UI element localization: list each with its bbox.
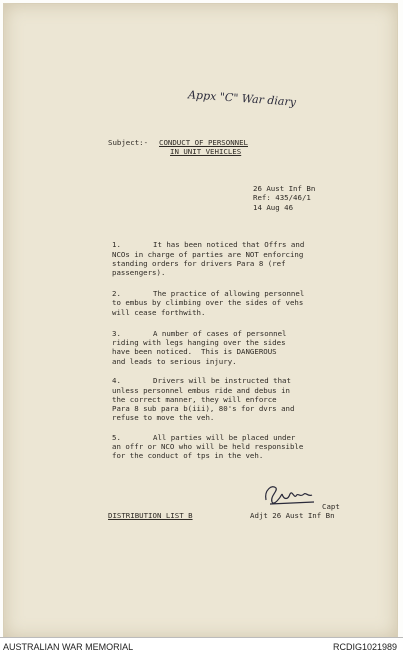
signatory-rank: Capt <box>322 502 340 511</box>
para-line: and leads to serious injury. <box>112 357 237 366</box>
unit-heading: 26 Aust Inf Bn <box>253 184 316 193</box>
archive-footer <box>0 637 403 655</box>
para-line: passengers). <box>112 268 166 277</box>
para-line: the correct manner, they will enforce <box>112 395 277 404</box>
para-number: 4. <box>112 376 121 385</box>
para-line: for the conduct of tps in the veh. <box>112 451 264 460</box>
para-line: an offr or NCO who will be held responsible <box>112 442 304 451</box>
footer-id: RCDIG1021989 <box>332 642 397 652</box>
subject-label: Subject:- <box>108 138 149 147</box>
signatory-appointment: Adjt 26 Aust Inf Bn <box>250 511 335 520</box>
document-date: 14 Aug 46 <box>253 203 294 212</box>
para-line: Para 8 sub para b(iii), 80's for dvrs and <box>112 404 295 413</box>
para-line: to embus by climbing over the sides of vehs <box>112 298 304 307</box>
para-line: The practice of allowing personnel <box>153 289 305 298</box>
para-line: A number of cases of personnel <box>153 329 287 338</box>
para-line: standing orders for drivers Para 8 (ref <box>112 259 286 268</box>
para-line: NCOs in charge of parties are NOT enforcing <box>112 250 304 259</box>
para-line: riding with legs hanging over the sides <box>112 338 286 347</box>
para-line: All parties will be placed under <box>153 433 296 442</box>
reference-number: Ref: 435/46/1 <box>253 193 311 202</box>
distribution-list: DISTRIBUTION LIST B <box>108 511 193 520</box>
para-line: It has been noticed that Offrs and <box>153 240 305 249</box>
subject-title-line-2: IN UNIT VEHICLES <box>170 147 242 156</box>
para-number: 5. <box>112 433 121 442</box>
signature-mark <box>262 482 322 508</box>
para-number: 2. <box>112 289 121 298</box>
para-line: Drivers will be instructed that <box>153 376 291 385</box>
subject-title-line-1: CONDUCT OF PERSONNEL <box>159 138 248 147</box>
footer-source: AUSTRALIAN WAR MEMORIAL <box>3 642 134 652</box>
handwritten-annotation: Appx "C" War diary <box>187 88 297 109</box>
para-line: will cease forthwith. <box>112 308 206 317</box>
para-line: refuse to move the veh. <box>112 413 215 422</box>
signature-text <box>258 500 263 501</box>
para-number: 3. <box>112 329 121 338</box>
para-number: 1. <box>112 240 121 249</box>
para-line: have been noticed. This is DANGEROUS <box>112 347 277 356</box>
para-line: unless personnel embus ride and debus in <box>112 386 290 395</box>
